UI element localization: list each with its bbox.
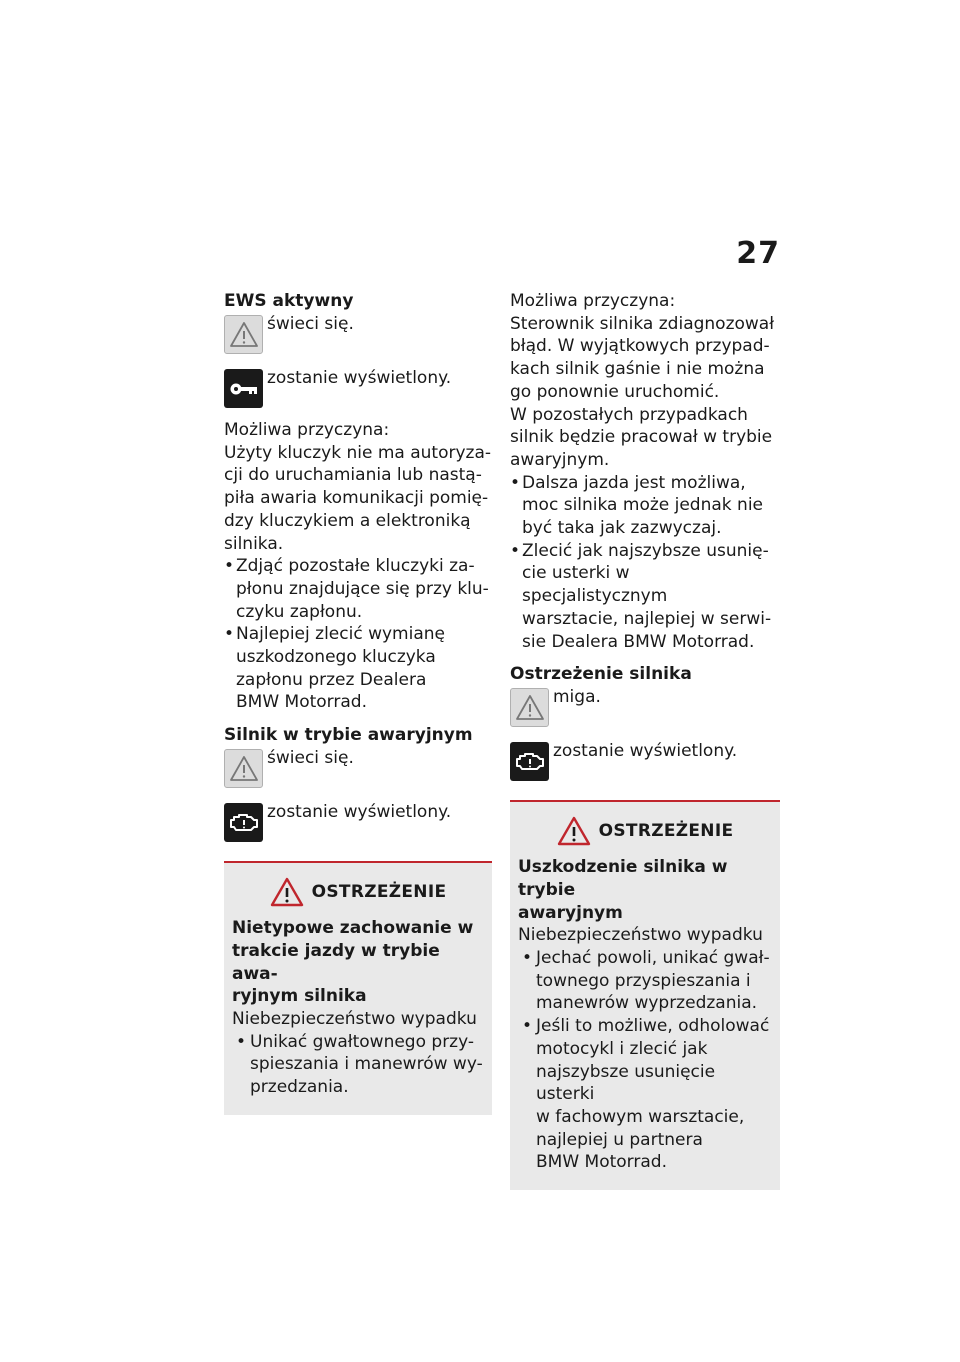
engine-warning-heading: Ostrzeżenie silnika	[510, 664, 692, 685]
warning-label: OSTRZEŻENIE	[598, 821, 734, 842]
emergency-indicator-1-text: świeci się.	[267, 748, 354, 769]
page-number: 27	[736, 236, 780, 271]
warning-title: Nietypowe zachowanie w trakcie jazdy w trybie awa- ryjnym silnika	[232, 918, 474, 1007]
ews-action-list	[224, 555, 492, 714]
right-column	[510, 290, 780, 1190]
engine-check-icon	[224, 803, 263, 842]
ews-indicator-1-text: świeci się.	[267, 314, 354, 334]
engine-warning-row-2	[510, 740, 780, 786]
left-column	[224, 290, 492, 1115]
warning-header	[518, 816, 772, 846]
emergency-indicator-2-text: zostanie wyświetlony.	[267, 802, 452, 823]
key-icon	[224, 369, 263, 408]
warning-box	[510, 800, 780, 1190]
warning-triangle-icon	[510, 688, 549, 727]
emergency-indicator-row-2	[224, 801, 492, 847]
list-item: • Jeśli to możliwe, odholować motocykl i zlecić jak najszybsze usunięcie usterki w fachowym warsztacie, najlepiej u partnera BMW Motorrad.	[518, 1015, 772, 1174]
emergency-heading: Silnik w trybie awaryjnym	[224, 725, 473, 746]
warning-triangle-icon	[270, 877, 304, 907]
emergency-cause-label: Możliwa przyczyna:	[510, 291, 676, 311]
list-item: • Zlecić jak najszybsze usunię- cie usterki w specjalistycznym warsztacie, najlepiej w serwi- sie Dealera BMW Motorrad.	[510, 540, 780, 654]
ews-cause-text: Użyty kluczyk nie ma autoryza- cji do uruchamiania lub nastą- piła awaria komunikacji pomię- dzy kluczykiem a elektroniką silnika.	[224, 442, 492, 554]
warning-list	[232, 1031, 484, 1099]
warning-list	[518, 947, 772, 1174]
warning-box	[224, 861, 492, 1115]
engine-warning-2-text: zostanie wyświetlony.	[553, 741, 738, 762]
ews-indicator-2-text: zostanie wyświetlony.	[267, 368, 452, 388]
warning-triangle-icon	[224, 749, 263, 788]
warning-header	[232, 877, 484, 907]
ews-heading: EWS aktywny	[224, 291, 354, 311]
ews-cause-label: Możliwa przyczyna:	[224, 420, 390, 440]
list-item: • Najlepiej zlecić wymianę uszkodzonego kluczyka zapłonu przez Dealera BMW Motorrad.	[224, 623, 492, 714]
ews-indicator-row-1	[224, 313, 492, 359]
warning-triangle-icon	[224, 315, 263, 354]
list-item: • Dalsza jazda jest możliwa, moc silnika może jednak nie być taka jak zazwyczaj.	[510, 472, 780, 540]
list-item: • Jechać powoli, unikać gwał- townego przyspieszania i manewrów wyprzedzania.	[518, 947, 772, 1015]
emergency-cause-text: Sterownik silnika zdiagnozował błąd. W wyjątkowych przypad- kach silnik gaśnie i nie można go ponownie uruchomić. W pozostałych przypadkach silnik będzie pracował w trybie awaryjnym.	[510, 313, 775, 470]
warning-label: OSTRZEŻENIE	[311, 882, 447, 903]
list-item: • Zdjąć pozostałe kluczyki za- płonu znajdujące się przy klu- czyku zapłonu.	[224, 555, 492, 623]
engine-warning-row-1	[510, 686, 780, 732]
emergency-action-list	[510, 472, 780, 654]
emergency-indicator-row-1	[224, 747, 492, 793]
warning-triangle-icon	[557, 816, 591, 846]
engine-warning-1-text: miga.	[553, 687, 601, 708]
warning-title: Uszkodzenie silnika w trybie awaryjnym	[518, 857, 728, 923]
engine-check-icon	[510, 742, 549, 781]
warning-subtitle: Niebezpieczeństwo wypadku	[518, 925, 763, 946]
warning-subtitle: Niebezpieczeństwo wypadku	[232, 1008, 477, 1029]
ews-indicator-row-2	[224, 367, 492, 413]
list-item: • Unikać gwałtownego przy- spieszania i manewrów wy- przedzania.	[232, 1031, 484, 1099]
